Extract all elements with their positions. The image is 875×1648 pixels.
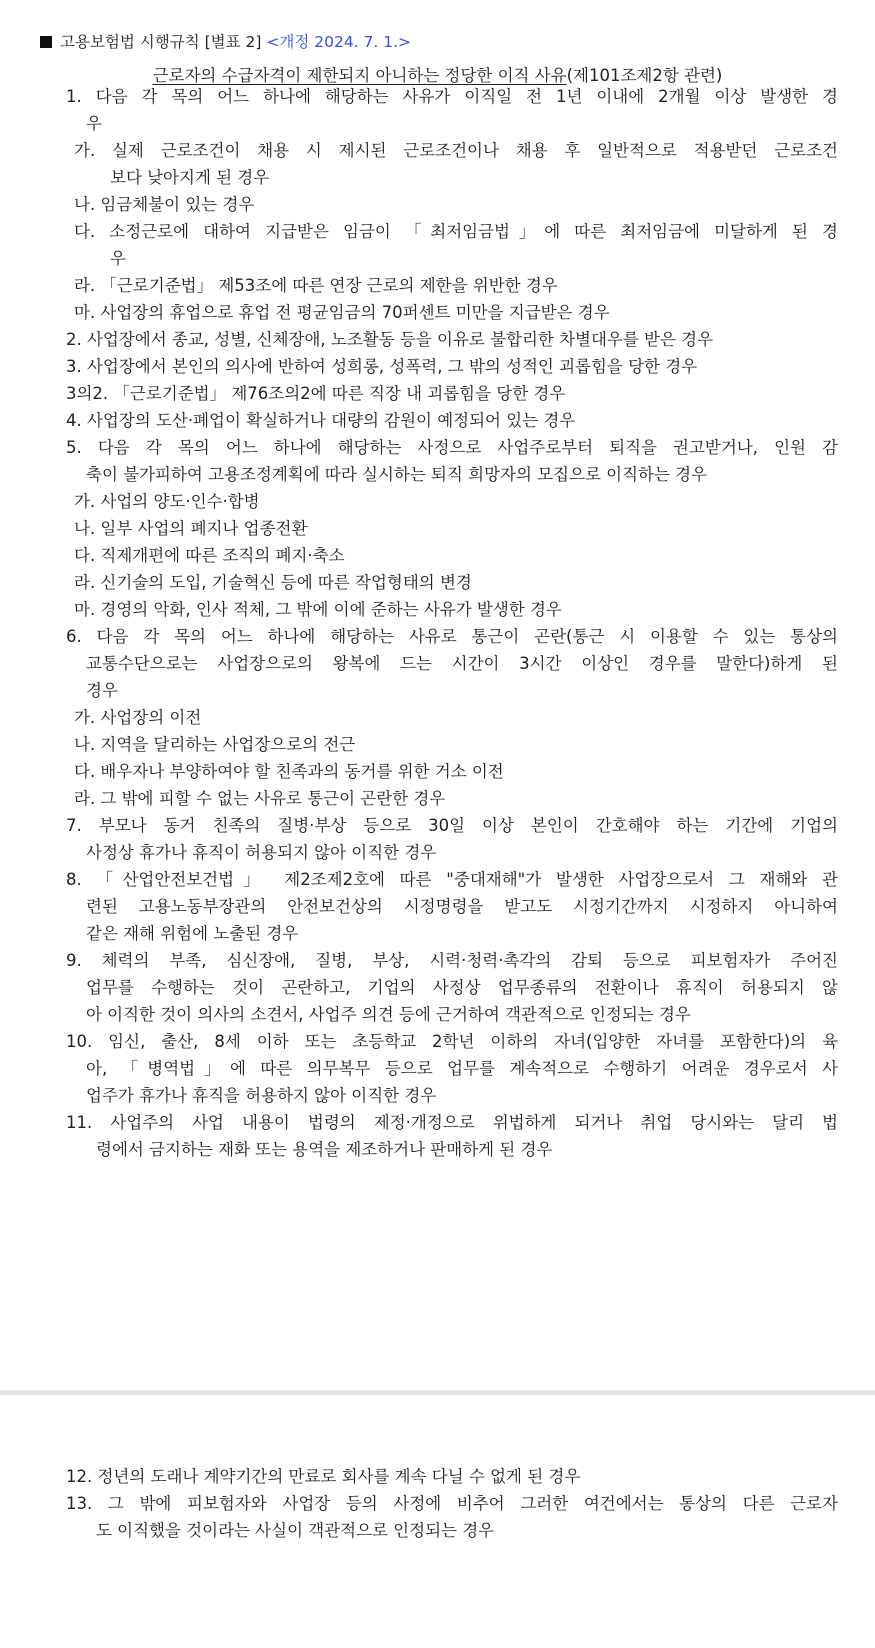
clause-line: 나. 일부 사업의 폐지나 업종전환 [74, 519, 308, 538]
clause-line: 보다 낮아지게 된 경우 [110, 168, 270, 187]
clause-line: 13. 그 밖에 피보험자와 사업장 등의 사정에 비추어 그러한 여건에서는 통상의 다른 근로자 [66, 1494, 838, 1513]
clause-line: 1. 다음 각 목의 어느 하나에 해당하는 사유가 이직일 전 1년 이내에 2개월 이상 발생한 경 [66, 87, 838, 106]
clause-line: 업주가 휴가나 휴직을 허용하지 않아 이직한 경우 [86, 1086, 437, 1105]
clause-line: 12. 정년의 도래나 계약기간의 만료로 회사를 계속 다닐 수 없게 된 경우 [66, 1467, 581, 1486]
clause-line: 교통수단으로는 사업장으로의 왕복에 드는 시간이 3시간 이상인 경우를 말한다)하게 된 [86, 654, 838, 673]
square-bullet-icon [40, 36, 52, 48]
clause-line: 가. 실제 근로조건이 채용 시 제시된 근로조건이나 채용 후 일반적으로 적용받던 근로조건 [74, 141, 838, 160]
clause-line: 라. 「근로기준법」 제53조에 따른 연장 근로의 제한을 위반한 경우 [74, 276, 558, 295]
clause-line: 가. 사업장의 이전 [74, 708, 202, 727]
clause-line: 사정상 휴가나 휴직이 허용되지 않아 이직한 경우 [86, 843, 437, 862]
clause-line: 도 이직했을 것이라는 사실이 객관적으로 인정되는 경우 [96, 1521, 495, 1540]
clause-line: 다. 소정근로에 대하여 지급받은 임금이 「최저임금법」에 따른 최저임금에 미달하게 된 경 [74, 222, 838, 241]
clause-line: 다. 직제개편에 따른 조직의 폐지·축소 [74, 546, 345, 565]
clause-line: 2. 사업장에서 종교, 성별, 신체장애, 노조활동 등을 이유로 불합리한 차별대우를 받은 경우 [66, 330, 714, 349]
clause-line: 9. 체력의 부족, 심신장애, 질병, 부상, 시력·청력·촉각의 감퇴 등으로 피보험자가 주어진 [66, 951, 838, 970]
clause-line: 라. 신기술의 도입, 기술혁신 등에 따른 작업형태의 변경 [74, 573, 472, 592]
clause-line: 3. 사업장에서 본인의 의사에 반하여 성희롱, 성폭력, 그 밖의 성적인 괴롭힘을 당한 경우 [66, 357, 698, 376]
page-divider [0, 1390, 875, 1395]
clause-line: 라. 그 밖에 피할 수 없는 사유로 통근이 곤란한 경우 [74, 789, 446, 808]
clause-line: 7. 부모나 동거 친족의 질병·부상 등으로 30일 이상 본인이 간호해야 하는 기간에 기업의 [66, 816, 838, 835]
clause-line: 같은 재해 위험에 노출된 경우 [86, 924, 299, 943]
clause-line: 련된 고용노동부장관의 안전보건상의 시정명령을 받고도 시정기간까지 시정하지 아니하여 [86, 897, 838, 916]
clause-line: 4. 사업장의 도산·폐업이 확실하거나 대량의 감원이 예정되어 있는 경우 [66, 411, 576, 430]
clause-line: 아 이직한 것이 의사의 소견서, 사업주 의견 등에 근거하여 객관적으로 인정되는 경우 [86, 1005, 691, 1024]
clause-line: 다. 배우자나 부양하여야 할 친족과의 동거를 위한 거소 이전 [74, 762, 504, 781]
header-text: 고용보험법 시행규칙 [별표 2] [60, 33, 262, 51]
clause-line: 11. 사업주의 사업 내용이 법령의 제정·개정으로 위법하게 되거나 취업 당시와는 달리 법 [66, 1113, 838, 1132]
clause-line: 6. 다음 각 목의 어느 하나에 해당하는 사유로 통근이 곤란(통근 시 이용할 수 있는 통상의 [66, 627, 838, 646]
clause-line: 10. 임신, 출산, 8세 이하 또는 초등학교 2학년 이하의 자녀(입양한 자녀를 포함한다)의 육 [66, 1032, 838, 1051]
revision-note: <개정 2024. 7. 1.> [266, 33, 412, 51]
document-header [40, 31, 411, 53]
title-main: 근로자의 수급자격이 제한되지 아니하는 정당한 이직 사유 [152, 66, 567, 85]
clause-line: 5. 다음 각 목의 어느 하나에 해당하는 사정으로 사업주로부터 퇴직을 권고받거나, 인원 감 [66, 438, 838, 457]
clause-line: 우 [86, 114, 102, 133]
clause-line: 경우 [86, 681, 118, 700]
clause-line: 8. 「산업안전보건법」 제2조제2호에 따른 "중대재해"가 발생한 사업장으로서 그 재해와 관 [66, 870, 838, 889]
title-suffix: (제101조제2항 관련) [566, 66, 723, 85]
clause-line: 축이 불가피하여 고용조정계획에 따라 실시하는 퇴직 희망자의 모집으로 이직하는 경우 [86, 465, 708, 484]
clause-line: 우 [110, 249, 126, 268]
clause-line: 나. 지역을 달리하는 사업장으로의 전근 [74, 735, 356, 754]
clause-line: 나. 임금체불이 있는 경우 [74, 195, 255, 214]
clause-line: 마. 사업장의 휴업으로 휴업 전 평균임금의 70퍼센트 미만을 지급받은 경우 [74, 303, 610, 322]
clause-line: 마. 경영의 악화, 인사 적체, 그 밖에 이에 준하는 사유가 발생한 경우 [74, 600, 562, 619]
clause-line: 업무를 수행하는 것이 곤란하고, 기업의 사정상 업무종류의 전환이나 휴직이 허용되지 않 [86, 978, 838, 997]
clause-line: 가. 사업의 양도·인수·합병 [74, 492, 260, 511]
clause-line: 아, 「병역법」에 따른 의무복무 등으로 업무를 계속적으로 수행하기 어려운 경우로서 사 [86, 1059, 838, 1078]
clause-line: 령에서 금지하는 재화 또는 용역을 제조하거나 판매하게 된 경우 [96, 1140, 553, 1159]
clause-line: 3의2. 「근로기준법」 제76조의2에 따른 직장 내 괴롭힘을 당한 경우 [66, 384, 566, 403]
